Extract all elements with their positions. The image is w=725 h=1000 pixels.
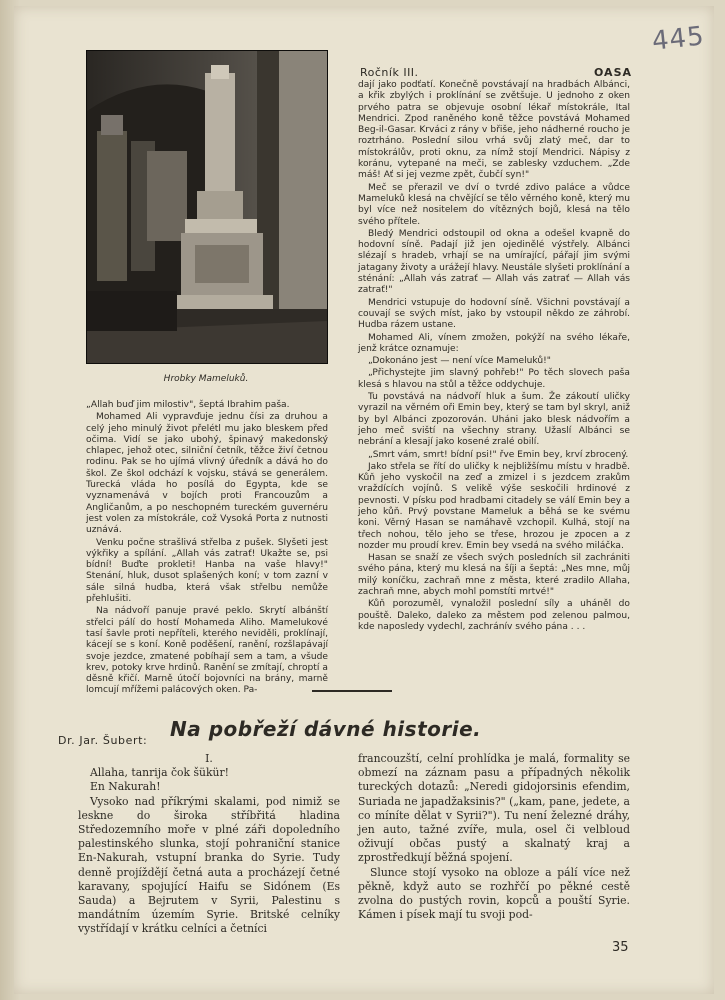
story-column-right [358,80,630,634]
paragraph: Slunce stojí vysoko na obloze a pálí více než pěkně, když auto se rozhřčí po pěkné cestě zvolna do pustých rovin, kopců a pouští Syrie. Kámen i písek mají tu svoji pod- [358,865,630,922]
paragraph: Allaha, tanrija čok šükür! [90,766,229,780]
paragraph: Jako střela se řítí do uličky k nejbližšímu místu v hradbě. Kůň jeho vyskočil na zeď a zmizel i s jezdcem zrakům vraždících vojínů. S velikě výše seskočili hrdinové z pevnosti. V písku pod hradbami citadely se válí Emin bey a jeho kůň. Prvý povstane Mameluk a běhá se ke svému koni. Věrný Hasan se namáhavě vzchopil. Kulhá, stojí na třech nohou, tělo jeho se třese, hrozou je zpocen a z nozder mu proudí krev. Emin bey vsedá na svého miláčka. [358,461,630,551]
paragraph: Meč se přerazil ve dví o tvrdé zdivo paláce a vůdce Mameluků klesá na chvějící se tělo věrného koně, který mu byl více než nositelem do vítězných bojů, klesá na tělo svého přítele. [358,182,630,227]
section-divider [312,690,392,692]
paragraph: Vysoko nad příkrými skalami, pod nimiž se leskne do široka stříbřitá hladina Středozemního moře v plné záři dopoledního palestinského slunka, stojí pohraniční stanice En-Nakurah, vstupní branka do Syrie. Tudy denně projíždějí četná auta a procházejí četné karavany, spojující Haifu se Sidónem (Es Sauda) a Bejrutem v Syrii, Palestinu s mandátním územím Syrie. Britské celníky vystřídají v krátku celníci a četníci [78,794,340,936]
paragraph: Na nádvoří panuje pravé peklo. Skrytí albánští střelci pálí do hostí Mohameda Aliho. Mamelukové tasí šavle proti nepříteli, kterého neviděli, proklínají, kácejí se s koní. Koně poděšení, ranění, rozšlapávají svoje jezdce, zmatené pobíhají sem a tam, a všude krev, potoky krve hrdinů. Ranění se zmítají, chroptí a děsně křičí. Marně útočí bojovníci na brány, marně lomcují mřížemi palácových oken. Pa- [86,606,328,696]
paragraph: Venku počne strašlivá střelba z pušek. Slyšeti jest výkřiky a spílání. „Allah vás zatrať! Ukažte se, psi bídní! Buďte prokleti! Hanba na vaše hlavy!" Stenání, hluk, dusot splašených koní; v tom zazní v sále silná hudba, která však střelbu nemůže přehlušiti. [86,537,328,605]
paragraph: Bledý Mendrici odstoupil od okna a odešel kvapně do hodovní síně. Padají již jen ojedinělé výstřely. Albánci slézají s hradeb, vrhají se na umírající, pářají jim svými jatagany životy a urážejí hlavy. Neustále slyšeti proklínání a sténání: „Allah vás zatrať — Allah vás zatrať — Allah vás zatrať!" [358,228,630,296]
paragraph: Mohamed Ali, vínem zmožen, pokýží na svého lékaře, jenž krátce oznamuje: [358,332,630,354]
paragraph: Tu povstává na nádvoří hluk a šum. Že zákoutí uličky vyrazil na věrném oři Emin bey, který se tam byl skryl, aniž by byl Albánci zpozorován. Uháni jako blesk nádvořím a jeho meč sviští na všechny strany. Užaslí Albánci se nebrání a klesají jako kosené zralé obilí. [358,392,630,448]
article-author: Dr. Jar. Šubert: [58,734,148,747]
paragraph: „Přichystejte jim slavný pohřeb!" Po těch slovech paša klesá s hlavou na stůl a těžce oddychuje. [358,368,630,390]
tomb-photograph [86,50,328,364]
paragraph: „Dokonáno jest — není více Mameluků!" [368,356,551,367]
paragraph: Kůň porozuměl, vynaložil poslední síly a uháněl do pouště. Daleko, daleko za městem pod zelenou palmou, kde naposledy vydechl, zachránív svého pána . . . [358,599,630,632]
article-column-left [78,752,340,937]
story-column-left [86,400,328,698]
paragraph: „Smrt vám, smrt! bídní psi!" řve Emin bey, krví zbrocený. [368,449,629,460]
paragraph: Mendrici vstupuje do hodovní síně. Všichni povstávají a couvají se svých míst, jako by vstoupil někdo ze záhrobí. Hudba rázem ustane. [358,297,630,331]
magazine-name: OASA [594,66,633,79]
paragraph: dají jako podťatí. Konečně povstávají na hradbách Albánci, a křik zbylých i proklínání se zvětšuje. U jednoho z oken prvého patra se objevuje osobní lékař místokrále, Ital Mendrici. Zpod raněného koně těžce povstává Mohamed Beg-il-Gasar. Krváci z rány v břiše, jeho nádherné roucho je roztrháno. Poslední silou vrhá svůj zlatý meč, dar to místokrálův, proti oknu, za nímž stojí Mendrici. Nápisy z koránu, vytepané na meči, se zablesky vzduchem. „Zde máš! Ať si jej vezme zpět, čubčí syn!" [358,80,630,181]
paragraph: „Allah buď jim milostiv", šeptá Ibrahim paša. [86,400,290,410]
paragraph: Mohamed Ali vypravďuje jednu čísi za druhou a celý jeho minulý život přelétl mu jako bleskem před očima. Vidí se jako ubohý, špinavý makedonský chlapec, jehož otec, silniční četník, těžce živí četnou rodinu. Pak se ho ujímá vlivný úředník a dává ho do škol. Ze škol odchází k vojsku, stává se generálem. Turecká vláda ho posílá do Egypta, kde se vyznamenává v bojích proti Francouzům a Angličanům, a po neschopném tureckém guvernéru jest volen za místokrále, což Vysoká Porta z nutnosti uznává. [86,412,328,536]
volume-header: Ročník III. [360,66,419,79]
article-column-right [358,752,630,922]
photo-caption: Hrobky Mameluků. [163,374,249,384]
article-title: Na pobřeží dávné historie. [170,717,482,741]
handwritten-page-note: 445 [650,21,707,57]
page-number: 35 [612,940,629,955]
paragraph: Hasan se snaží ze všech svých posledních sil zachrániti svého pána, který mu klesá na šíji a šeptá: „Nes mne, můj milý koníčku, zachraň mne z města, které zradilo Allaha, zachraň mne, abych mohl pomstíti mrtvé!" [358,553,630,598]
paragraph: En Nakurah! [90,780,161,794]
paragraph: francouzští, celní prohlídka je malá, formality se obmezí na záznam pasu a případných několik tureckých dotazů: „Neredi gidojorsinis efendim, Suriada ne japadžaksinis?" („kam, pane, jedete, a co míníte dělat v Syrii?"). Tu není železné dráhy, jen auto, tažné zvíře, mula, osel či velbloud oživují občas pustý a skalnatý kraj a zprostředkují běžná spojení. [358,752,630,865]
section-number: I. [205,752,213,765]
tomb-photo-illustration [87,51,327,363]
